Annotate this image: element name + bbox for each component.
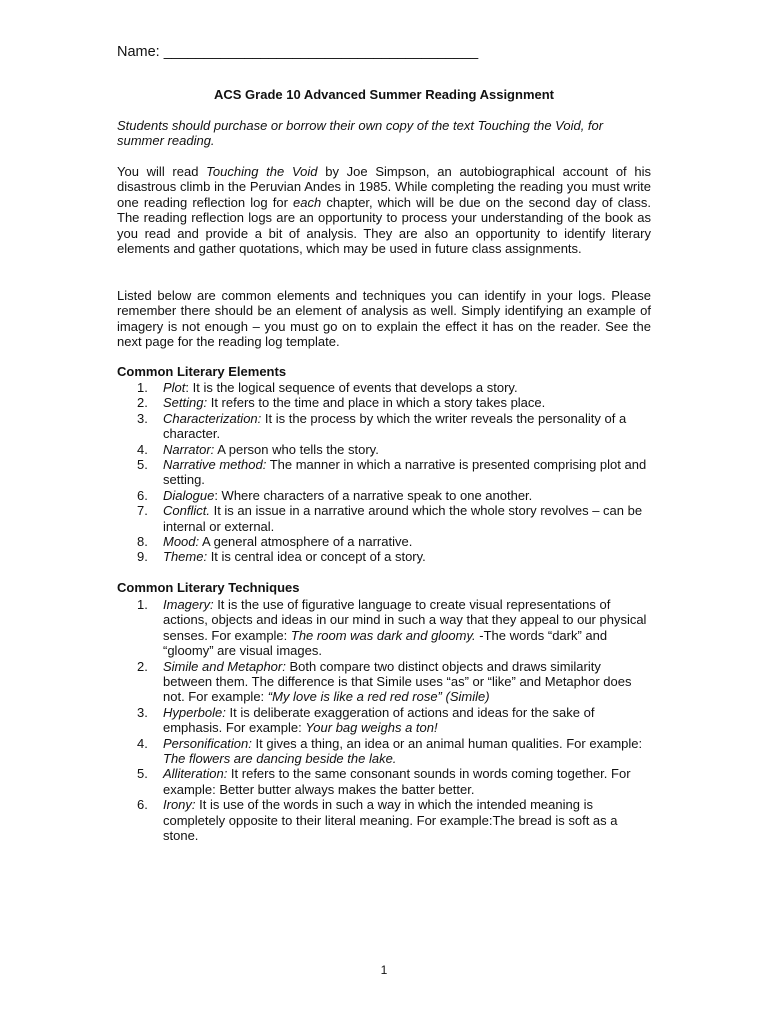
list-item <box>117 597 651 659</box>
list-item <box>117 766 651 797</box>
item-number: 5. <box>137 457 148 473</box>
list-item <box>117 488 651 503</box>
item-term: Theme: <box>163 549 208 565</box>
item-example: The room was dark and gloomy. <box>290 627 476 643</box>
item-term: Irony: <box>163 797 196 813</box>
item-number: 8. <box>137 534 148 550</box>
item-term: Narrative method: <box>163 457 267 473</box>
item-term: Mood: <box>163 534 200 550</box>
list-item <box>117 457 651 488</box>
item-term: Simile and Metaphor: <box>163 658 286 674</box>
book-title: Touching the Void <box>206 164 318 179</box>
item-text: Both compare two distinct objects and draws similarity between them. The difference is that Simile uses “as” or “like” and Metaphor does not. For example: <box>163 658 632 705</box>
item-number: 4. <box>137 735 148 751</box>
item-number: 3. <box>137 410 148 426</box>
item-term: Imagery: <box>163 597 214 612</box>
item-example: The flowers are dancing beside the lake. <box>163 751 397 767</box>
list-item <box>117 411 651 442</box>
item-text: It is use of the words in such a way in which the intended meaning is completely opposite to their literal meaning. For example:The bread is soft as a stone. <box>163 797 618 844</box>
item-term: Setting: <box>163 395 208 411</box>
assignment-paragraph <box>117 164 651 256</box>
item-term: Narrator: <box>163 441 215 457</box>
item-term: Alliteration: <box>163 766 228 782</box>
list-item <box>117 736 651 767</box>
list-item <box>117 705 651 736</box>
list-item <box>117 442 651 457</box>
item-example: Your bag weighs a ton! <box>305 720 438 736</box>
item-number: 6. <box>137 487 148 503</box>
analysis-paragraph: Listed below are common elements and techniques you can identify in your logs. Please remember there should be an element of analysis as well. Simply identifying an example of imagery is not enough – you must go on to explain the effect it has on the reader. See the next page for the reading log template. <box>117 288 651 350</box>
item-number: 3. <box>137 704 148 720</box>
item-text: The manner in which a narrative is presented comprising plot and setting. <box>163 457 647 488</box>
para1-text-1: You will read <box>117 164 207 179</box>
item-text: It is an issue in a narrative around which the whole story revolves – can be internal or external. <box>163 503 643 534</box>
item-after: -The words “dark” and “gloomy” are visual images. <box>163 627 608 659</box>
item-text: It is central idea or concept of a story. <box>207 549 426 565</box>
item-number: 1. <box>137 380 148 395</box>
elements-heading: Common Literary Elements <box>117 364 287 379</box>
list-item <box>117 503 651 534</box>
list-item <box>117 549 651 564</box>
item-number: 7. <box>137 503 148 519</box>
list-item <box>117 534 651 549</box>
list-item <box>117 659 651 705</box>
item-text: It is the process by which the writer reveals the personality of a character. <box>163 410 627 442</box>
item-text: It is deliberate exaggeration of actions and ideas for the sake of emphasis. For example: <box>163 704 595 736</box>
item-text: A general atmosphere of a narrative. <box>199 534 413 550</box>
item-term: Conflict. <box>163 503 210 519</box>
document-title: ACS Grade 10 Advanced Summer Reading Assignment <box>213 87 555 102</box>
each-emphasis: each <box>293 194 322 210</box>
item-text: It refers to the same consonant sounds in words coming together. For example: Better butter always makes the batter better. <box>163 766 631 797</box>
item-number: 2. <box>137 658 148 674</box>
item-text: It gives a thing, an idea or an animal human qualities. For example: <box>251 735 643 751</box>
item-term: Characterization: <box>163 410 262 426</box>
item-number: 5. <box>137 766 148 782</box>
intro-note: Students should purchase or borrow their own copy of the text Touching the Void, for summer reading. <box>117 118 604 149</box>
list-item <box>117 797 651 843</box>
name-field-line: Name: _______________________________________ <box>117 44 479 60</box>
item-number: 6. <box>137 797 148 813</box>
item-number: 9. <box>137 549 148 565</box>
item-number: 2. <box>137 395 148 411</box>
item-number: 1. <box>137 597 148 612</box>
item-text: : It is the logical sequence of events that develops a story. <box>185 380 518 395</box>
list-item <box>117 380 651 395</box>
item-term: Hyperbole: <box>163 704 226 720</box>
elements-list <box>117 380 651 565</box>
techniques-list <box>117 597 651 844</box>
item-term: Personification: <box>163 735 252 751</box>
techniques-heading: Common Literary Techniques <box>117 580 300 595</box>
item-example: “My love is like a red red rose” (Simile) <box>267 689 490 705</box>
item-term: Dialogue <box>163 487 215 503</box>
item-text: A person who tells the story. <box>214 441 379 457</box>
item-text: It refers to the time and place in which a story takes place. <box>207 395 546 411</box>
para1-text-3: chapter, which will be due on the second day of class. The reading reflection logs are an opportunity to process your understanding of the book as you read and provide a bit of analysis. They are also an opportunity to identify literary elements and gather quotations, which may be used in future class assignments. <box>117 194 651 257</box>
para1-text-2: by Joe Simpson, an autobiographical account of his disastrous climb in the Peruvian Andes in 1985. While completing the reading you must write one reading reflection log for <box>117 164 651 210</box>
item-number: 4. <box>137 441 148 457</box>
item-text: It is the use of figurative language to create visual representations of actions, objects and ideas in our mind in such a way that they appeal to our physical senses. For example: <box>163 597 647 643</box>
item-text: : Where characters of a narrative speak to one another. <box>214 487 533 503</box>
page-number: 1 <box>380 963 388 977</box>
list-item <box>117 395 651 410</box>
item-term: Plot <box>163 380 186 395</box>
